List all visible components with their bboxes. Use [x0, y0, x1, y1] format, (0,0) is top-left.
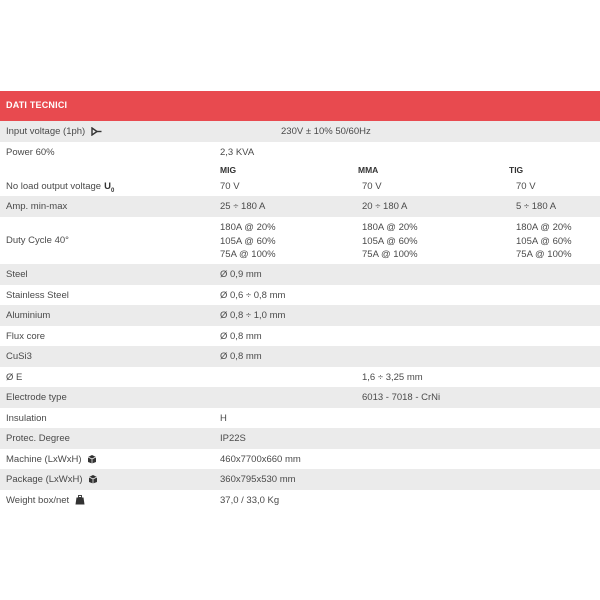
row-label: Package (LxWxH) — [6, 473, 98, 486]
row-input-voltage — [0, 121, 600, 142]
row-protec-degree — [0, 428, 600, 449]
row-label: No load output voltage $U_0$ — [6, 181, 115, 194]
row-value: H — [220, 413, 227, 424]
row-value: Ø 0,8 mm — [220, 351, 262, 362]
row-label: Ø E — [6, 372, 23, 383]
row-electrode-diameter — [0, 367, 600, 387]
row-label: Stainless Steel — [6, 290, 69, 301]
value-tig: 5 ÷ 180 A — [516, 201, 557, 212]
row-weight — [0, 490, 600, 510]
row-stainless — [0, 285, 600, 305]
row-value: Ø 0,9 mm — [220, 269, 262, 280]
row-flux-core — [0, 326, 600, 346]
row-value: 360x795x530 mm — [220, 474, 296, 485]
row-power — [0, 142, 600, 162]
row-label: Steel — [6, 269, 28, 280]
row-label: Flux core — [6, 331, 46, 342]
row-value: 230V ± 10% 50/60Hz — [281, 126, 371, 137]
row-amp — [0, 196, 600, 217]
package-box-icon — [88, 474, 98, 484]
value-mma: 6013 - 7018 - CrNi — [362, 392, 441, 403]
row-label: Weight box/net — [6, 494, 85, 507]
plug-icon — [91, 127, 102, 136]
row-aluminium — [0, 305, 600, 326]
row-value: IP22S — [220, 433, 246, 444]
row-value: Ø 0,8 mm — [220, 331, 262, 342]
row-value: 2,3 KVA — [220, 147, 255, 158]
row-cusi3 — [0, 346, 600, 367]
column-mig: MIG — [220, 165, 237, 175]
row-label: Amp. min-max — [6, 201, 68, 212]
u0-symbol: $U_0$ — [104, 181, 115, 194]
row-value: 37,0 / 33,0 Kg — [220, 495, 280, 506]
machine-box-icon — [87, 454, 97, 464]
header-title: DATI TECNICI — [6, 100, 68, 110]
row-steel — [0, 264, 600, 285]
row-electrode-type — [0, 387, 600, 408]
row-label: Electrode type — [6, 392, 67, 403]
row-value: 460x7700x660 mm — [220, 454, 301, 465]
column-mma: MMA — [358, 165, 379, 175]
value-tig: 70 V — [516, 181, 536, 192]
row-package — [0, 469, 600, 490]
row-no-load — [0, 176, 600, 196]
row-label: Protec. Degree — [6, 433, 70, 444]
weight-icon — [75, 495, 85, 505]
row-insulation — [0, 408, 600, 428]
value-tig: 180A @ 20% 105A @ 60% 75A @ 100% — [516, 222, 572, 260]
row-label: Duty Cycle 40° — [6, 235, 69, 246]
row-value: Ø 0,8 ÷ 1,0 mm — [220, 310, 286, 321]
row-label: CuSi3 — [6, 351, 32, 362]
value-mma: 180A @ 20% 105A @ 60% 75A @ 100% — [362, 222, 418, 260]
column-headers — [0, 162, 600, 176]
row-machine — [0, 449, 600, 469]
value-mig: 25 ÷ 180 A — [220, 201, 266, 212]
header-bar — [0, 91, 600, 121]
row-value: Ø 0,6 ÷ 0,8 mm — [220, 290, 286, 301]
value-mma: 20 ÷ 180 A — [362, 201, 408, 212]
value-mig: 70 V — [220, 181, 240, 192]
row-label: Input voltage (1ph) — [6, 125, 102, 138]
row-label: Insulation — [6, 413, 47, 424]
row-label: Power 60% — [6, 147, 55, 158]
value-mma: 70 V — [362, 181, 382, 192]
value-mig: 180A @ 20% 105A @ 60% 75A @ 100% — [220, 222, 276, 260]
row-label: Aluminium — [6, 310, 51, 321]
value-mma: 1,6 ÷ 3,25 mm — [362, 372, 423, 383]
column-tig: TIG — [509, 165, 524, 175]
row-label: Machine (LxWxH) — [6, 453, 97, 466]
row-duty-cycle — [0, 217, 600, 264]
